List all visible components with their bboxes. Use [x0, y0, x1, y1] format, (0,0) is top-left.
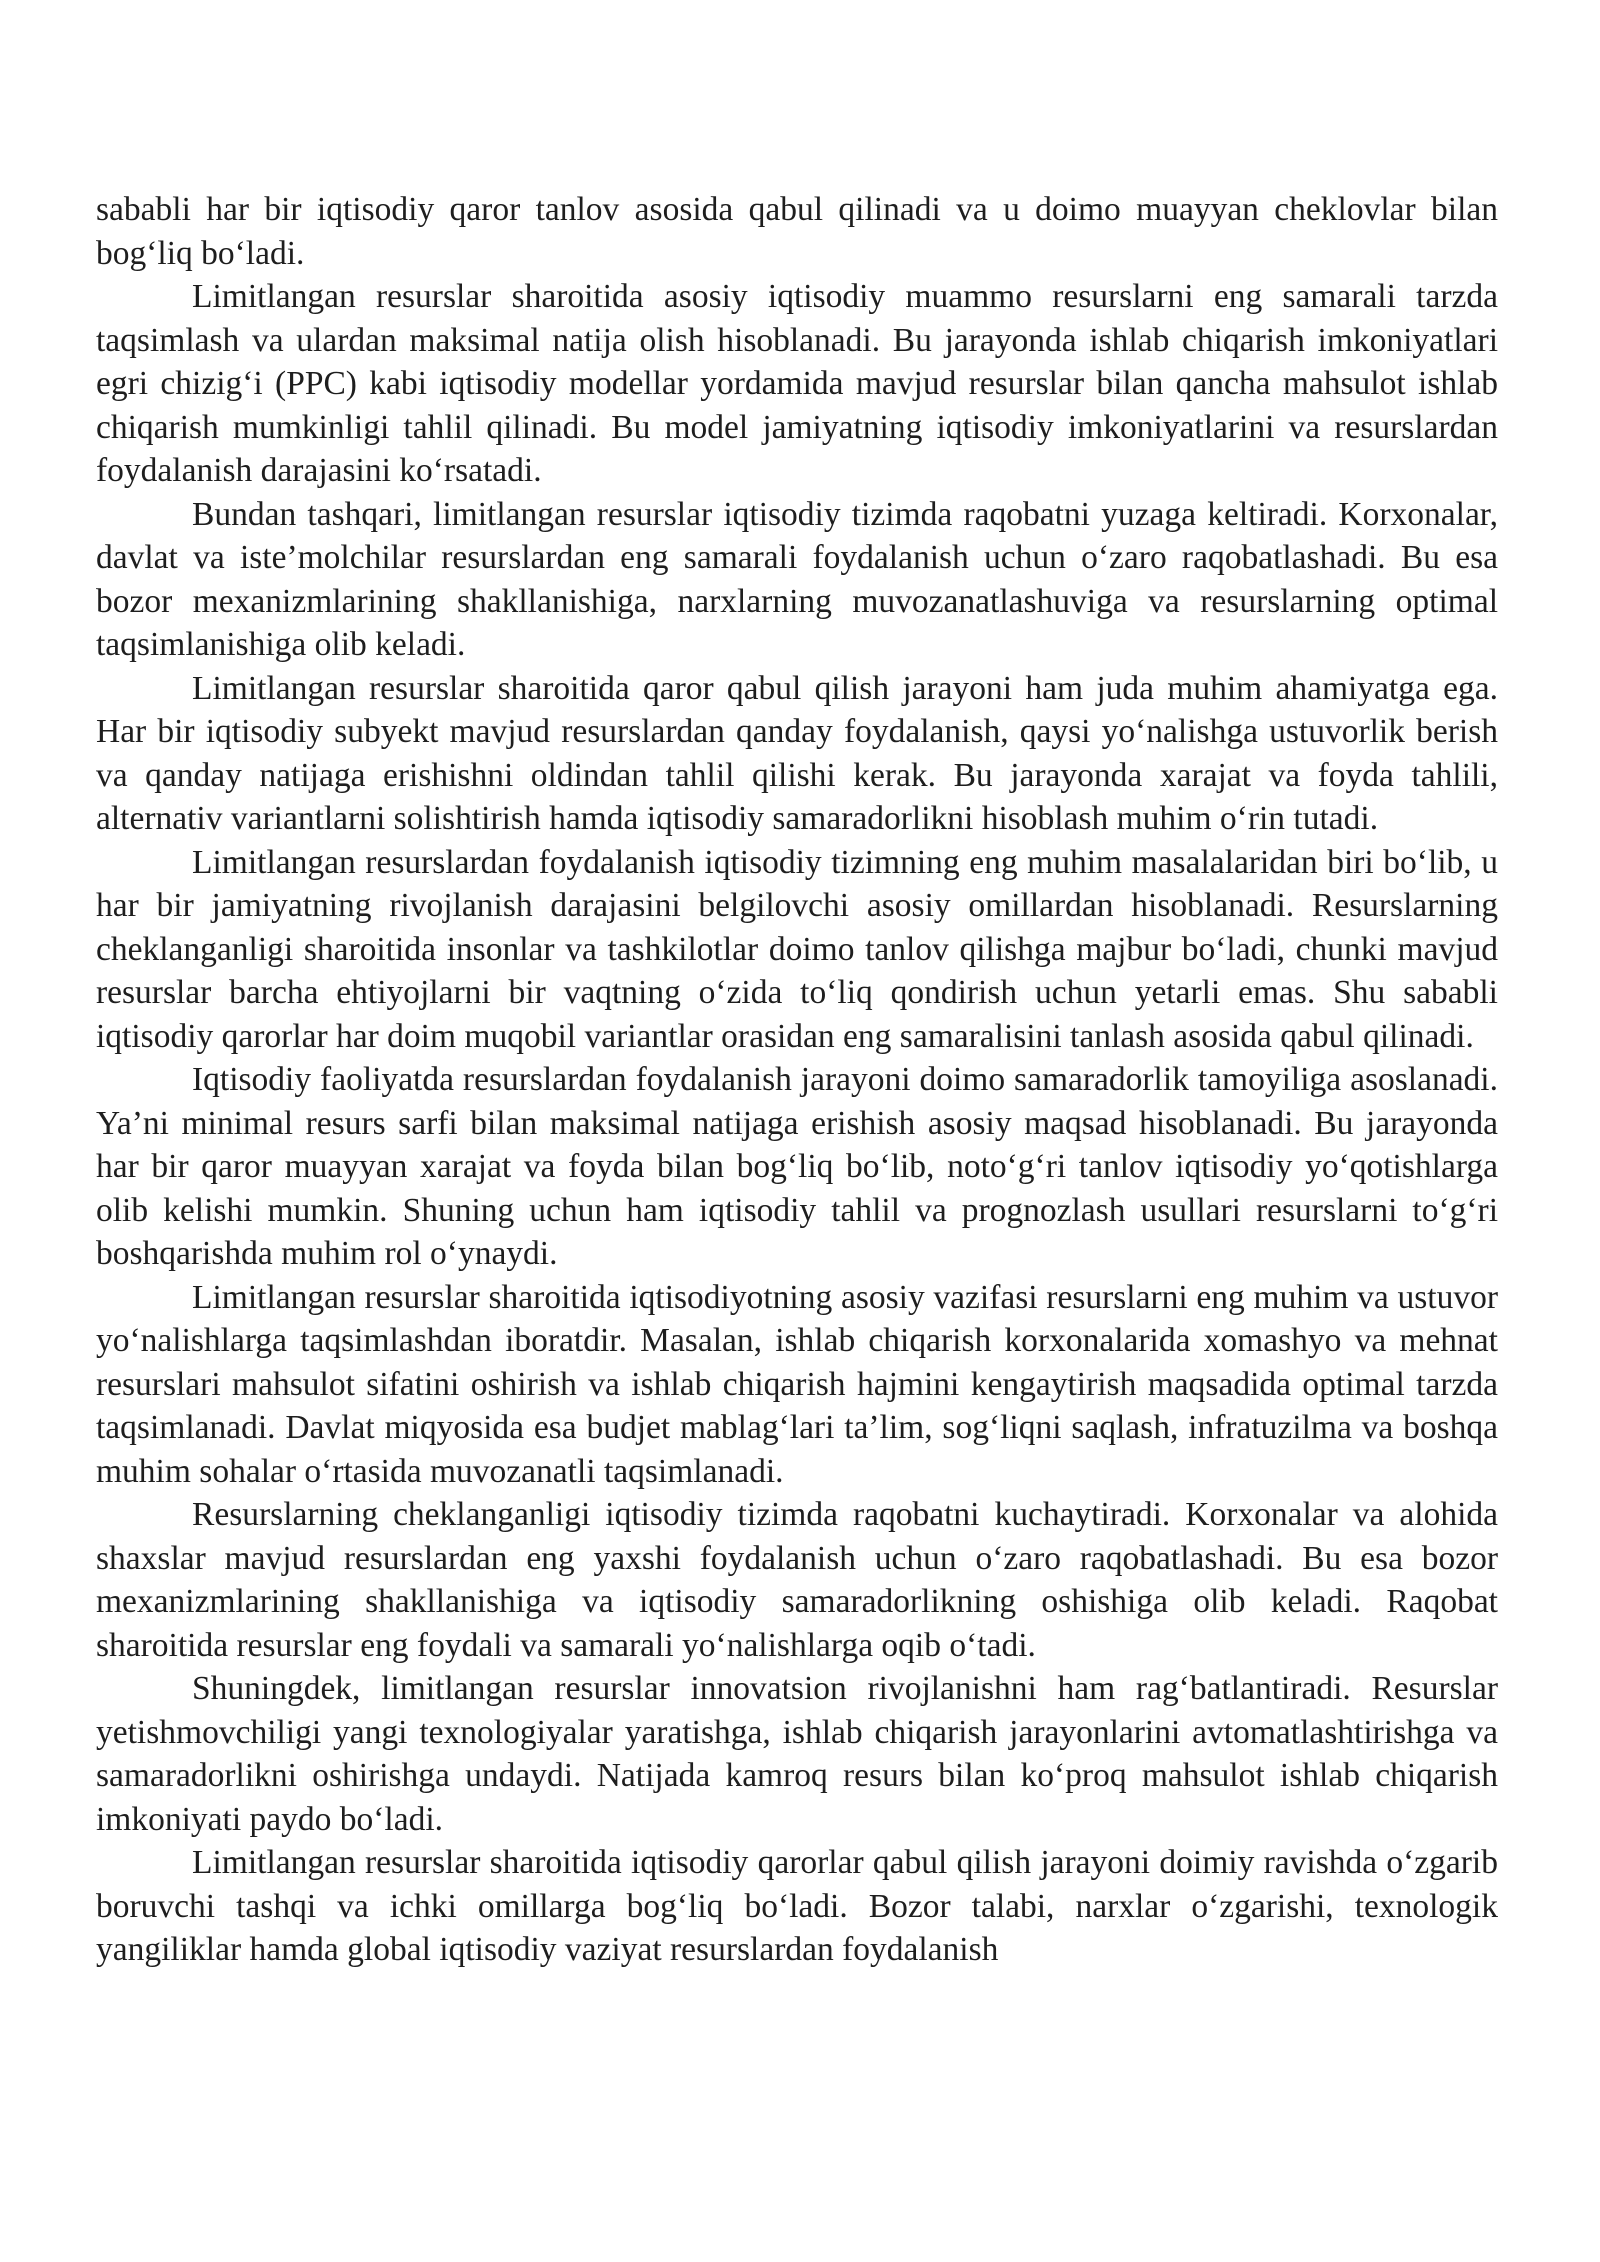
- body-text: [96, 188, 1498, 1972]
- paragraph: Shuningdek, limitlangan resurslar innovatsion rivojlanishni ham rag‘batlantiradi. Resurslar yetishmovchiligi yangi texnologiyalar yaratishga, ishlab chiqarish jarayonlarini avtomatlashtirishga va samaradorlikni oshirishga undaydi. Natijada kamroq resurs bilan ko‘proq mahsulot ishlab chiqarish imkoniyati paydo bo‘ladi.: [96, 1670, 1498, 1838]
- paragraph: Iqtisodiy faoliyatda resurslardan foydalanish jarayoni doimo samaradorlik tamoyiliga asoslanadi. Ya’ni minimal resurs sarfi bilan maksimal natijaga erishish asosiy maqsad hisoblanadi. Bu jarayonda har bir qaror muayyan xarajat va foyda bilan bog‘liq bo‘lib, noto‘g‘ri tanlov iqtisodiy yo‘qotishlarga olib kelishi mumkin. Shuning uchun ham iqtisodiy tahlil va prognozlash usullari resurslarni to‘g‘ri boshqarishda muhim rol o‘ynaydi.: [96, 1061, 1498, 1272]
- paragraph: Limitlangan resurslar sharoitida iqtisodiy qarorlar qabul qilish jarayoni doimiy ravishda o‘zgarib boruvchi tashqi va ichki omillarga bog‘liq bo‘ladi. Bozor talabi, narxlar o‘zgarishi, texnologik yangiliklar hamda global iqtisodiy vaziyat resurslardan foydalanish: [96, 1844, 1498, 1968]
- paragraph: Limitlangan resurslardan foydalanish iqtisodiy tizimning eng muhim masalalaridan biri bo‘lib, u har bir jamiyatning rivojlanish darajasini belgilovchi asosiy omillardan hisoblanadi. Resurslarning cheklanganligi sharoitida insonlar va tashkilotlar doimo tanlov qilishga majbur bo‘ladi, chunki mavjud resurslar barcha ehtiyojlarni bir vaqtning o‘zida to‘liq qondirish uchun yetarli emas. Shu sababli iqtisodiy qarorlar har doim muqobil variantlar orasidan eng samaralisini tanlash asosida qabul qilinadi.: [96, 843, 1498, 1055]
- paragraph: Resurslarning cheklanganligi iqtisodiy tizimda raqobatni kuchaytiradi. Korxonalar va alohida shaxslar mavjud resurslardan eng yaxshi foydalanish uchun o‘zaro raqobatlashadi. Bu esa bozor mexanizmlarining shakllanishiga va iqtisodiy samaradorlikning oshishiga olib keladi. Raqobat sharoitida resurslar eng foydali va samarali yo‘nalishlarga oqib o‘tadi.: [96, 1496, 1498, 1664]
- paragraph: Bundan tashqari, limitlangan resurslar iqtisodiy tizimda raqobatni yuzaga keltiradi. Korxonalar, davlat va iste’molchilar resurslardan eng samarali foydalanish uchun o‘zaro raqobatlashadi. Bu esa bozor mexanizmlarining shakllanishiga, narxlarning muvozanatlashuviga va resurslarning optimal taqsimlanishiga olib keladi.: [96, 495, 1498, 663]
- paragraph: sababli har bir iqtisodiy qaror tanlov asosida qabul qilinadi va u doimo muayyan cheklovlar bilan bog‘liq bo‘ladi.: [96, 191, 1498, 272]
- paragraph: Limitlangan resurslar sharoitida asosiy iqtisodiy muammo resurslarni eng samarali tarzda taqsimlash va ulardan maksimal natija olish hisoblanadi. Bu jarayonda ishlab chiqarish imkoniyatlari egri chizig‘i (PPC) kabi iqtisodiy modellar yordamida mavjud resurslar bilan qancha mahsulot ishlab chiqarish mumkinligi tahlil qilinadi. Bu model jamiyatning iqtisodiy imkoniyatlarini va resurslardan foydalanish darajasini ko‘rsatadi.: [96, 278, 1498, 489]
- paragraph: Limitlangan resurslar sharoitida qaror qabul qilish jarayoni ham juda muhim ahamiyatga ega. Har bir iqtisodiy subyekt mavjud resurslardan qanday foydalanish, qaysi yo‘nalishga ustuvorlik berish va qanday natijaga erishishni oldindan tahlil qilishi kerak. Bu jarayonda xarajat va foyda tahlili, alternativ variantlarni solishtirish hamda iqtisodiy samaradorlikni hisoblash muhim o‘rin tutadi.: [96, 669, 1498, 837]
- paragraph: Limitlangan resurslar sharoitida iqtisodiyotning asosiy vazifasi resurslarni eng muhim va ustuvor yo‘nalishlarga taqsimlashdan iboratdir. Masalan, ishlab chiqarish korxonalarida xomashyo va mehnat resurslari mahsulot sifatini oshirish va ishlab chiqarish hajmini kengaytirish maqsadida optimal tarzda taqsimlanadi. Davlat miqyosida esa budjet mablag‘lari ta’lim, sog‘liqni saqlash, infratuzilma va boshqa muhim sohalar o‘rtasida muvozanatli taqsimlanadi.: [96, 1278, 1498, 1490]
